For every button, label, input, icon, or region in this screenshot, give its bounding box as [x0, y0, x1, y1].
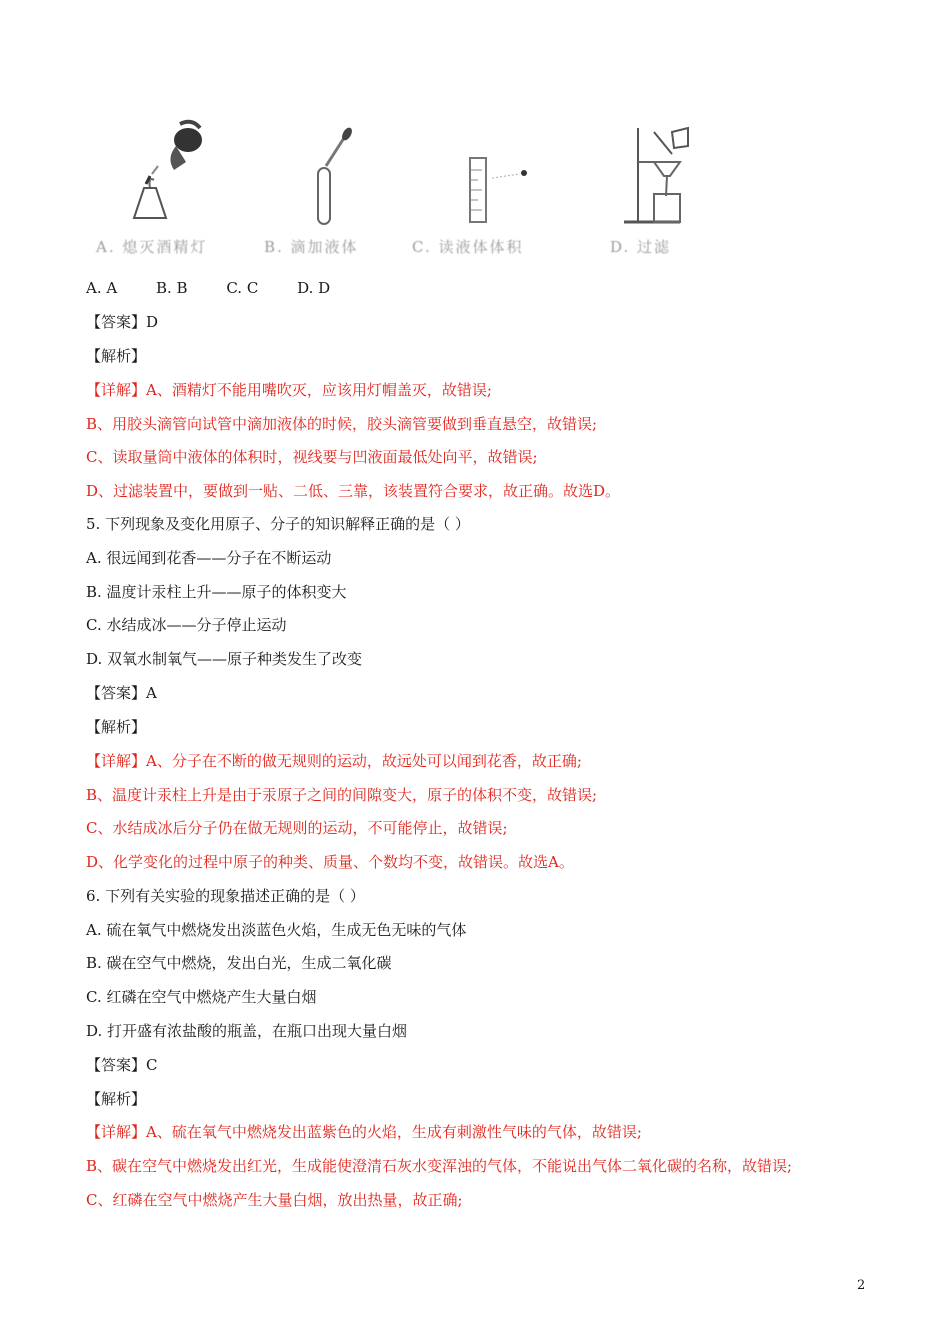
q6-detail-a: 【详解】A、硫在氧气中燃烧发出蓝紫色的火焰，生成有刺激性气味的气体，故错误;: [86, 1123, 642, 1141]
dropper-illustration: [264, 118, 374, 230]
figure-b-dropper: [264, 118, 404, 268]
q4-option-b: B. B: [155, 279, 188, 297]
alcohol-lamp-illustration: [96, 118, 226, 230]
q4-options: [86, 278, 364, 298]
experiment-figure: [96, 118, 736, 268]
figure-caption-d: D. 过滤: [610, 238, 672, 256]
q5-stem: 5. 下列现象及变化用原子、分子的知识解释正确的是（ ）: [86, 515, 470, 533]
q5-detail-d: D、化学变化的过程中原子的种类、质量、个数均不变，故错误。故选A。: [86, 853, 574, 871]
filtration-illustration: [610, 118, 720, 230]
figure-c-graduated-cylinder: [412, 118, 572, 268]
cylinder-illustration: [412, 118, 552, 230]
q4-detail-a: 【详解】A、酒精灯不能用嘴吹灭，应该用灯帽盖灭，故错误;: [86, 381, 492, 399]
q4-option-d: D. D: [297, 279, 331, 297]
q4-analysis: 【解析】: [86, 347, 147, 365]
q4-detail-c: C、读取量筒中液体的体积时，视线要与凹液面最低处向平，故错误;: [86, 448, 538, 466]
q6-option-c: C. 红磷在空气中燃烧产生大量白烟: [86, 988, 317, 1006]
q5-option-a: A. 很远闻到花香——分子在不断运动: [86, 549, 332, 567]
q5-detail-c: C、水结成冰后分子仍在做无规则的运动，不可能停止，故错误;: [86, 819, 508, 837]
figure-d-filtration: [610, 118, 736, 268]
q5-option-c: C. 水结成冰——分子停止运动: [86, 616, 287, 634]
q5-option-d: D. 双氧水制氧气——原子种类发生了改变: [86, 650, 363, 668]
figure-a-alcohol-lamp: [96, 118, 246, 268]
q6-stem: 6. 下列有关实验的现象描述正确的是（ ）: [86, 887, 365, 905]
q5-analysis: 【解析】: [86, 718, 147, 736]
q6-option-b: B. 碳在空气中燃烧，发出白光，生成二氧化碳: [86, 954, 392, 972]
q6-detail-b: B、碳在空气中燃烧发出红光，生成能使澄清石灰水变浑浊的气体，不能说出气体二氧化碳的名称，故错误;: [86, 1157, 793, 1175]
figure-caption-c: C. 读液体体积: [412, 238, 524, 256]
q6-analysis: 【解析】: [86, 1090, 147, 1108]
q4-detail-d: D、过滤装置中，要做到一贴、二低、三靠，该装置符合要求，故正确。故选D。: [86, 482, 621, 500]
q4-option-a: A. A: [86, 279, 118, 297]
q5-answer: 【答案】A: [86, 684, 157, 702]
q4-option-c: C. C: [226, 279, 259, 297]
q4-answer: 【答案】D: [86, 313, 159, 331]
figure-caption-a: A. 熄灭酒精灯: [96, 238, 208, 256]
q4-detail-b: B、用胶头滴管向试管中滴加液体的时候，胶头滴管要做到垂直悬空，故错误;: [86, 415, 598, 433]
q6-answer: 【答案】C: [86, 1056, 158, 1074]
q5-detail-b: B、温度计汞柱上升是由于汞原子之间的间隙变大，原子的体积不变，故错误;: [86, 786, 598, 804]
q6-option-d: D. 打开盛有浓盐酸的瓶盖，在瓶口出现大量白烟: [86, 1022, 408, 1040]
figure-caption-b: B. 滴加液体: [264, 238, 359, 256]
page-number: 2: [857, 1278, 866, 1293]
q5-option-b: B. 温度计汞柱上升——原子的体积变大: [86, 583, 347, 601]
q5-detail-a: 【详解】A、分子在不断的做无规则的运动，故远处可以闻到花香，故正确;: [86, 752, 582, 770]
q6-option-a: A. 硫在氧气中燃烧发出淡蓝色火焰，生成无色无味的气体: [86, 921, 467, 939]
q6-detail-c: C、红磷在空气中燃烧产生大量白烟，放出热量，故正确;: [86, 1191, 463, 1209]
